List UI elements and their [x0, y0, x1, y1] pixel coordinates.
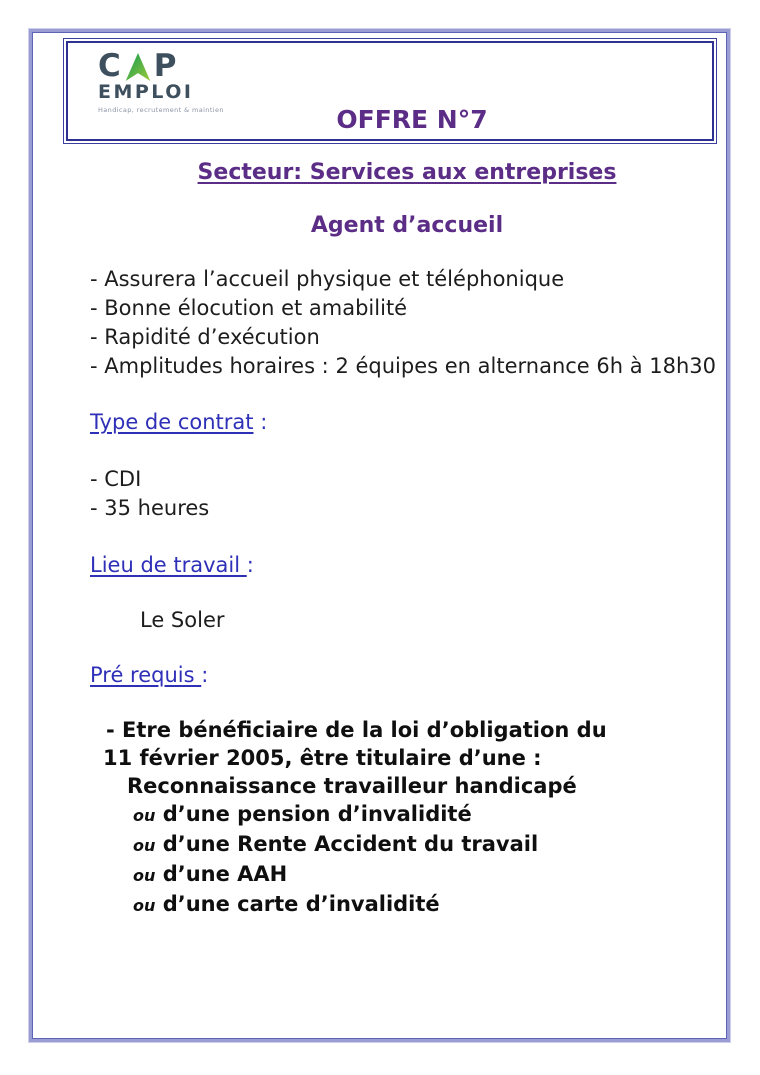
description-line: - Rapidité d’exécution: [90, 325, 320, 349]
work-location-value: Le Soler: [140, 608, 225, 632]
work-location-colon: :: [246, 553, 254, 577]
description-line: - Amplitudes horaires : 2 équipes en alternance 6h à 18h30: [90, 354, 717, 378]
prerequisites-label: Pré requis: [90, 663, 202, 687]
prerequisites-heading: [90, 661, 724, 690]
sector-heading: Secteur: Services aux entreprises: [197, 160, 617, 185]
job-title: Agent d’accueil: [310, 213, 504, 238]
document-content: [90, 154, 724, 920]
work-location-heading: [90, 551, 724, 580]
alternative-text: d’une Rente Accident du travail: [162, 832, 539, 856]
description-line: - Assurera l’accueil physique et téléphonique: [90, 267, 565, 291]
prerequisite-item: Reconnaissance travailleur handicapé: [127, 774, 577, 798]
contract-type-heading: [90, 408, 724, 437]
work-location-label: Lieu de travail: [90, 553, 247, 577]
contract-type-colon: :: [253, 410, 268, 434]
prerequisites-colon: :: [201, 663, 209, 687]
alternative-text: d’une carte d’invalidité: [162, 892, 440, 916]
page-border: [29, 29, 730, 1042]
logo-letter-p: P: [153, 48, 178, 84]
ou-connector: ou: [133, 836, 156, 855]
logo-green-arrow-icon: [124, 52, 152, 82]
prerequisite-alternative: [90, 890, 724, 920]
prerequisite-alternative: [90, 830, 724, 860]
offer-title: OFFRE N°7: [336, 105, 488, 134]
logo-emploi-wordmark: EMPLOI: [98, 81, 194, 103]
contract-item: - 35 heures: [90, 496, 210, 520]
contract-type-label: Type de contrat: [90, 410, 254, 434]
contract-item: - CDI: [90, 467, 142, 491]
description-line: - Bonne élocution et amabilité: [90, 296, 408, 320]
logo-letter-c: C: [98, 48, 122, 84]
alternative-text: d’une pension d’invalidité: [162, 802, 472, 826]
ou-connector: ou: [133, 866, 156, 885]
prerequisite-alternative: [90, 800, 724, 830]
alternative-text: d’une AAH: [162, 862, 288, 886]
ou-connector: ou: [133, 806, 156, 825]
logo-cap-wordmark: [98, 48, 308, 84]
header-box: [66, 41, 714, 141]
ou-connector: ou: [133, 896, 156, 915]
prerequisite-alternative: [90, 860, 724, 890]
job-description-list: [90, 265, 724, 381]
logo-tagline: Handicap, recrutement & maintien: [98, 106, 224, 114]
prerequisite-intro-line: - Etre bénéficiaire de la loi d’obligation du: [106, 718, 607, 742]
contract-items: [90, 465, 724, 523]
prerequisites-block: [90, 716, 724, 920]
prerequisite-intro-line: 11 février 2005, être titulaire d’une :: [103, 746, 542, 770]
